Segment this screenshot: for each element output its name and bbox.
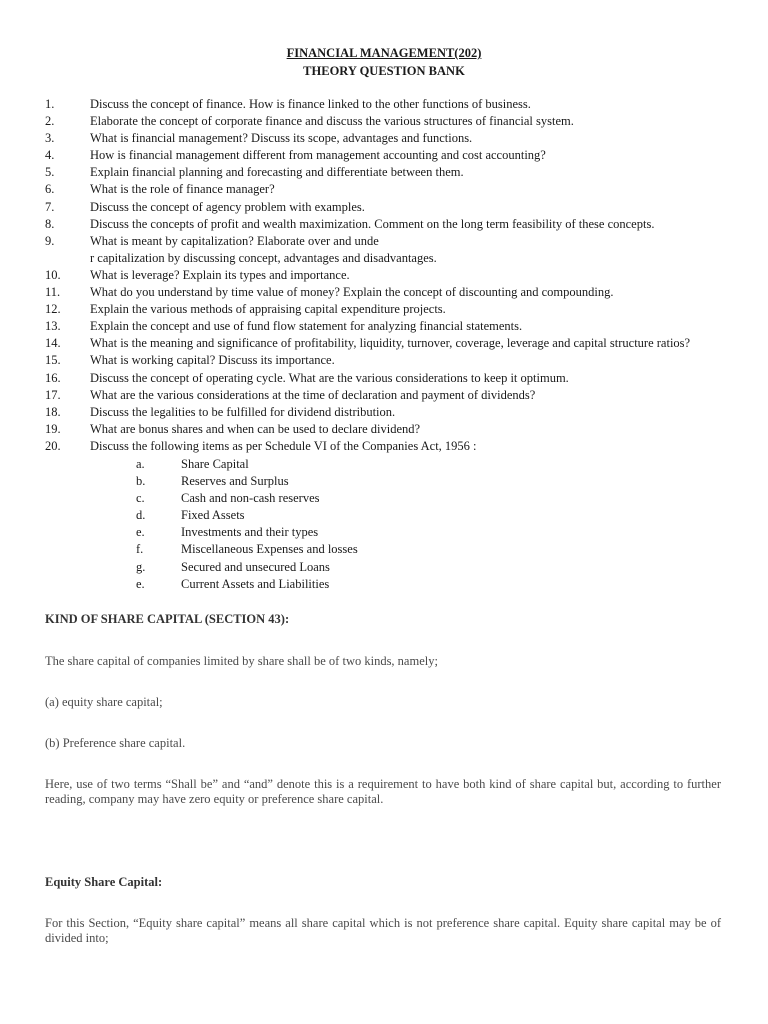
sub-item-text: Fixed Assets [181,508,245,523]
question-item [0,113,768,130]
sub-item-text: Current Assets and Liabilities [181,576,330,591]
sub-item-letter: a. [136,457,145,471]
sub-item-letter: g. [136,559,146,574]
question-item [0,199,768,216]
document-subtitle: THEORY QUESTION BANK [303,64,465,78]
sub-item-letter: e. [136,576,145,591]
sub-item [0,473,768,490]
question-text: Discuss the legalities to be fulfilled for dividend distribution. [90,404,396,419]
section-paragraph: The share capital of companies limited by share shall be of two kinds, namely; [45,654,438,668]
question-number: 3. [45,131,55,146]
question-text: What is working capital? Discuss its importance. [90,353,335,368]
question-item [0,421,768,438]
question-number: 16. [45,370,61,385]
question-number: 17. [45,387,61,402]
sub-item-text: Cash and non-cash reserves [181,491,320,506]
question-text: Elaborate the concept of corporate finance and discuss the various structures of financial system. [90,114,574,129]
question-number: 11. [45,285,61,300]
sub-item [0,490,768,507]
question-item [0,233,768,250]
question-item [0,267,768,284]
question-text: Discuss the following items as per Schedule VI of the Companies Act, 1956 : [90,438,477,453]
question-item [0,301,768,318]
sub-item-text: Secured and unsecured Loans [181,559,330,574]
question-number: 2. [45,114,55,129]
question-text: Discuss the concept of operating cycle. What are the various considerations to keep it optimum. [90,370,569,385]
question-number: 14. [45,336,61,351]
question-text: What is the role of finance manager? [90,182,275,197]
question-item [0,164,768,181]
sub-item [0,524,768,541]
question-number: 6. [45,182,55,197]
sub-item [0,576,768,593]
question-number: 18. [45,404,61,419]
question-text: What is financial management? Discuss its scope, advantages and functions. [90,131,473,146]
sub-item-letter: b. [136,474,146,489]
question-text: Discuss the concepts of profit and wealth maximization. Comment on the long term feasibility of these concepts. [90,216,655,231]
question-text: Explain the concept and use of fund flow statement for analyzing financial statements. [90,319,523,334]
question-item [0,370,768,387]
sub-item-letter: f. [136,542,144,557]
question-text: Discuss the concept of finance. How is finance linked to the other functions of business. [90,97,531,111]
sub-item-text: Investments and their types [181,525,319,540]
question-item [0,130,768,147]
sub-item-text: Share Capital [181,457,249,471]
question-number: 4. [45,148,55,163]
question-text: How is financial management different from management accounting and cost accounting? [90,148,546,163]
section-paragraph: (a) equity share capital; [45,695,163,709]
question-item [0,387,768,404]
question-text: What do you understand by time value of money? Explain the concept of discounting and compounding. [90,285,614,300]
question-number: 19. [45,421,61,436]
question-item-continuation [0,250,768,267]
question-number: 9. [45,233,55,248]
question-item [0,438,768,455]
question-text: r capitalization by discussing concept, advantages and disadvantages. [90,250,437,265]
question-text: What are bonus shares and when can be used to declare dividend? [90,421,421,436]
section-paragraph: For this Section, “Equity share capital” means all share capital which is not preference share capital. Equity share capital may be of divided into; [45,916,721,945]
sub-item-letter: c. [136,491,145,506]
question-text: What is leverage? Explain its types and importance. [90,267,350,282]
question-number: 13. [45,319,61,334]
question-text: What are the various considerations at the time of declaration and payment of dividends? [90,387,536,402]
sub-item-letter: d. [136,508,146,523]
sub-item-text: Miscellaneous Expenses and losses [181,542,358,557]
question-number: 8. [45,216,55,231]
question-number: 15. [45,353,61,368]
question-item [0,216,768,233]
question-number: 5. [45,165,55,180]
document-title: FINANCIAL MANAGEMENT(202) [286,46,482,60]
question-number: 1. [45,97,55,111]
section-heading: KIND OF SHARE CAPITAL (SECTION 43): [45,612,290,626]
question-text: What is the meaning and significance of profitability, liquidity, turnover, coverage, leverage and capital structure ratios? [90,336,691,351]
question-number: 20. [45,438,61,453]
subsection-heading: Equity Share Capital: [45,875,163,889]
sub-item [0,456,768,473]
question-item [0,335,768,352]
question-number: 12. [45,302,61,317]
question-text: Discuss the concept of agency problem with examples. [90,199,365,214]
question-list [0,96,768,455]
section-paragraph: (b) Preference share capital. [45,736,186,750]
section-paragraph: Here, use of two terms “Shall be” and “and” denote this is a requirement to have both kind of share capital but, according to further reading, company may have zero equity or preference share capital. [45,777,721,806]
question-item [0,318,768,335]
question-item [0,284,768,301]
sub-item-letter: e. [136,525,145,540]
question-item [0,404,768,421]
question-number: 10. [45,267,61,282]
question-item [0,147,768,164]
question-item [0,181,768,198]
question-item [0,352,768,369]
question-item [0,96,768,113]
sub-item-text: Reserves and Surplus [181,474,289,489]
sub-item-list [0,456,768,593]
sub-item [0,559,768,576]
question-text: Explain the various methods of appraising capital expenditure projects. [90,302,446,317]
question-text: Explain financial planning and forecasting and differentiate between them. [90,165,464,180]
question-text: What is meant by capitalization? Elaborate over and unde [90,233,379,248]
sub-item [0,507,768,524]
question-number: 7. [45,199,55,214]
sub-item [0,541,768,558]
